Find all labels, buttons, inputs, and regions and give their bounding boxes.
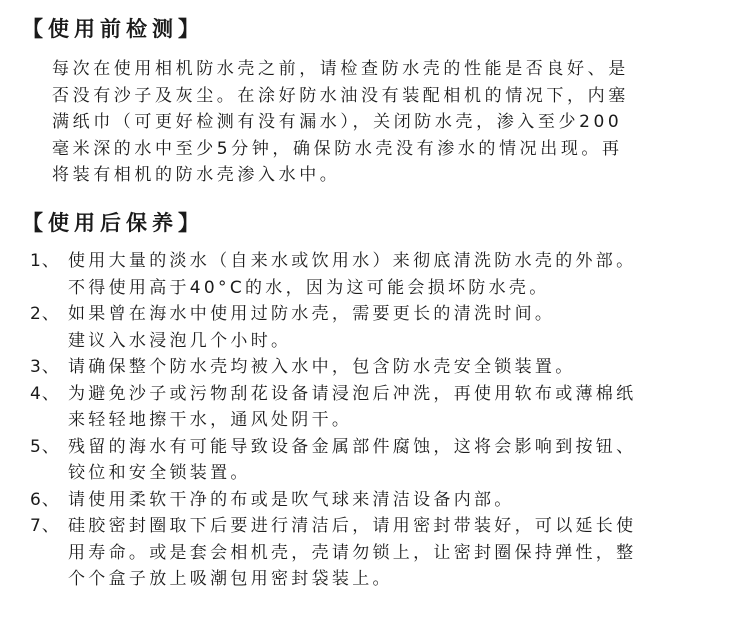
before-use-heading: 【使用前检测】 <box>22 17 204 41</box>
item-number: 1、 <box>30 251 60 271</box>
list-item <box>30 434 740 487</box>
item-number: 5、 <box>30 436 60 457</box>
item-number: 4、 <box>30 383 60 404</box>
maintenance-list <box>30 248 740 593</box>
list-item <box>30 354 740 381</box>
before-use-paragraph <box>52 56 722 189</box>
list-item <box>30 513 740 593</box>
item-number: 3、 <box>30 357 60 377</box>
after-use-heading: 【使用后保养】 <box>22 211 204 235</box>
list-item <box>30 248 740 301</box>
item-number: 6、 <box>30 489 60 510</box>
paragraph-line: 满纸巾（可更好检测有没有漏水），关闭防水壳，渗入至少200 <box>52 112 623 132</box>
list-item <box>30 487 740 514</box>
item-line: 残留的海水有可能导致设备金属部件腐蚀，这将会影响到按钮、 <box>68 436 637 457</box>
item-number: 2、 <box>30 304 60 324</box>
item-number: 7、 <box>30 516 60 536</box>
paragraph-line: 否没有沙子及灰尘。在涂好防水油没有装配相机的情况下，内塞 <box>52 85 629 106</box>
item-line: 为避免沙子或污物刮花设备请浸泡后冲洗，再使用软布或薄棉纸 <box>68 383 637 404</box>
item-line: 使用大量的淡水（自来水或饮用水）来彻底清洗防水壳的外部。 <box>68 251 637 271</box>
item-line: 硅胶密封圈取下后要进行清洁后，请用密封带装好，可以延长使 <box>68 516 637 536</box>
item-line: 请使用柔软干净的布或是吹气球来清洁设备内部。 <box>68 489 515 510</box>
paragraph-line: 毫米深的水中至少5分钟，确保防水壳没有渗水的情况出现。再 <box>52 138 623 159</box>
item-line: 铰位和安全锁装置。 <box>68 463 251 483</box>
item-line: 请确保整个防水壳均被入水中，包含防水壳安全锁装置。 <box>68 357 576 377</box>
item-line: 个个盒子放上吸潮包用密封袋装上。 <box>68 569 393 589</box>
item-line: 不得使用高于40°C的水，因为这可能会损坏防水壳。 <box>68 277 550 298</box>
paragraph-line: 将装有相机的防水壳渗入水中。 <box>52 165 341 185</box>
item-line: 用寿命。或是套会相机壳，壳请勿锁上，让密封圈保持弹性，整 <box>68 542 637 563</box>
item-line: 来轻轻地擦干水，通风处阴干。 <box>68 410 353 430</box>
item-line: 如果曾在海水中使用过防水壳，需要更长的清洗时间。 <box>68 304 556 324</box>
paragraph-line: 每次在使用相机防水壳之前，请检查防水壳的性能是否良好、是 <box>52 59 629 79</box>
item-line: 建议入水浸泡几个小时。 <box>68 330 292 351</box>
list-item <box>30 381 740 434</box>
list-item <box>30 301 740 354</box>
